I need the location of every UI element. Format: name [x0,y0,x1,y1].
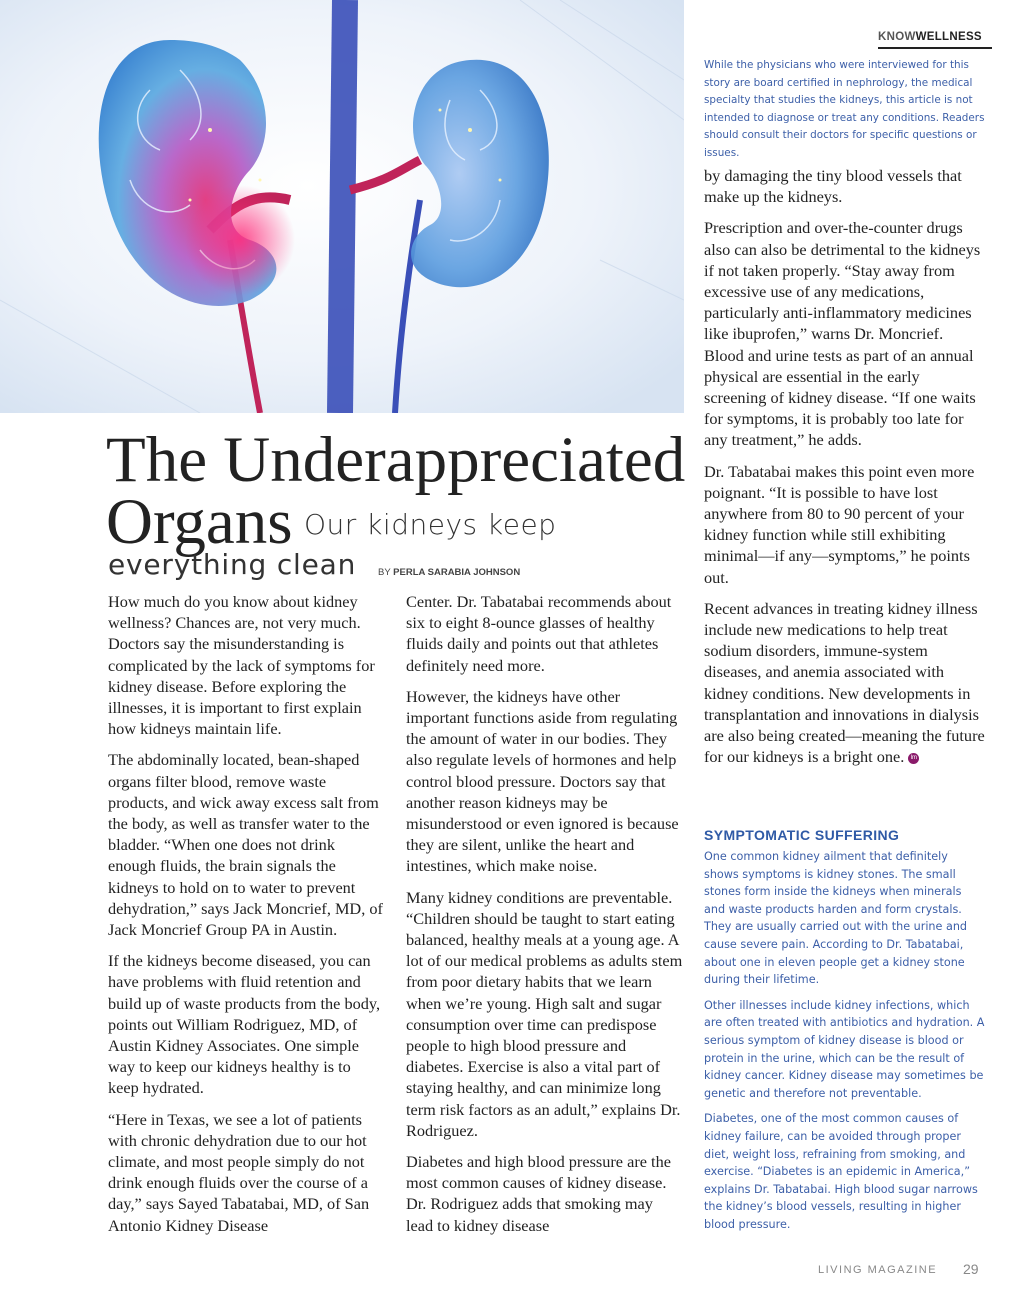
sidebar-paragraph: One common kidney ailment that definitely shows symptoms is kidney stones. The small stones form inside the kidneys when minerals and waste products harden and form crystals. They are usually carried out with the urine and cause severe pain. According to Dr. Tabatabai, about one in eleven people get a kidney stone during their lifetime. [704,850,968,987]
paragraph: However, the kidneys have other important functions aside from regulating the amount of water in our bodies. They also regulate levels of hormones and help control blood pressure. Doctors say that another reason kidneys may be misunderstood or even ignored is because they are silent, unlike the heart and intestines, which make noise. [406,686,679,876]
article-column-3 [704,165,986,777]
sidebar-paragraph: Other illnesses include kidney infections, which are often treated with antibiotics and hydration. A serious symptom of kidney disease is blood or protein in the urine, which can be the result of kidney cancer. Kidney disease may sometimes be genetic and therefore not preventable. [704,998,985,1100]
paragraph: How much do you know about kidney wellness? Chances are, not very much. Doctors say the misunderstanding is complicated by the lack of symptoms for kidney disease. Before exploring the illnesses, it is important to first explain how kidneys maintain life. [108,592,375,739]
article-column-2 [406,591,684,1246]
section-kicker [878,31,992,49]
paragraph-text: Recent advances in treating kidney illness include new medications to help treat sodium disorders, immune-system diseases, and anemia associated with kidney conditions. New developments in transplantation and innovations in dialysis are also being created—meaning the future for our kidneys is a bright one. [704,598,985,767]
sidebar-paragraph: Diabetes, one of the most common causes of kidney failure, can be avoided through proper diet, weight loss, refraining from smoking, and exercise. “Diabetes is an epidemic in America,” explains Dr. Tabatabai. High blood sugar narrows the kidney’s blood vessels, resulting in higher blood pressure. [704,1112,978,1231]
sidebar-box [704,848,986,1241]
paragraph: Prescription and over-the-counter drugs also can also be detrimental to the kidneys if not taken properly. “Stay away from excessive use of any medications, particularly anti-inflammatory medicines like ibuprofen,” warns Dr. Moncrief. Blood and urine tests as part of an annual physical are essential in the early screening of kidney disease. “If one waits for symptoms, it is probably too late for any treatment,” he adds. [704,218,981,450]
end-mark-icon: lm [908,753,919,764]
sidebar-heading: SYMPTOMATIC SUFFERING [704,827,900,843]
article-title-line2: Organs [106,486,293,558]
paragraph: Dr. Tabatabai makes this point even more poignant. “It is possible to have lost anywhere from 80 to 90 percent of your kidney function while still exhibiting minimal—if any—symptoms,” he points out. [704,461,975,587]
kicker-know: KNOW [878,31,916,43]
publication-name: LIVING MAGAZINE [818,1264,938,1276]
article-deck-line2: everything clean [108,548,357,581]
paragraph: Diabetes and high blood pressure are the most common causes of kidney disease. Dr. Rodriguez adds that smoking may lead to kidney disease [406,1152,671,1235]
paragraph: Center. Dr. Tabatabai recommends about six to eight 8-ounce glasses of healthy fluids daily and points out that athletes definitely need more. [406,592,672,675]
page-number: 29 [963,1261,979,1277]
article-column-1 [108,591,384,1246]
paragraph: The abdominally located, bean-shaped organs filter blood, remove waste products, and wick away excess salt from the body, as well as transfer water to the bladder. “When one does not drink enough fluids, the brain signals the kidneys to hold on to water to prevent dehydration,” says Jack Moncrief, MD, of Jack Moncrief Group PA in Austin. [108,750,383,940]
article-title-line1: The Underappreciated [106,424,686,496]
byline [378,567,520,578]
paragraph: “Here in Texas, we see a lot of patients with chronic dehydration due to our hot climate, and most people simply do not drink enough fluids over the course of a day,” says Sayed Tabatabai, MD, of San Antonio Kidney Disease [108,1109,370,1235]
article-deck-line1: Our kidneys keep [304,508,557,541]
kidney-illustration [0,0,684,413]
paragraph-last [704,598,986,768]
paragraph: If the kidneys become diseased, you can have problems with fluid retention and build up of waste products from the body, points out William Rodriguez, MD, of Austin Kidney Associates. One simple way to keep our kidneys healthy is to keep hydrated. [108,951,381,1098]
byline-prefix: BY [378,567,391,578]
kicker-wellness: WELLNESS [915,31,982,43]
paragraph: Many kidney conditions are preventable. “Children should be taught to start eating balanced, healthy meals at a young age. A lot of our medical problems as adults stem from poor dietary habits that we learn when we’re young. High salt and sugar consumption over time can predispose people to high blood pressure and diabetes. Exercise is also a vital part of staying healthy, and can minimize long term risk factors as an adult,” explains Dr. Rodriguez. [406,887,683,1140]
disclaimer-note: While the physicians who were interviewed for this story are board certified in nephrology, the medical specialty that studies the kidneys, this article is not intended to diagnose or treat any conditions. Readers should consult their doctors for specific questions or issues. [704,59,985,159]
paragraph: by damaging the tiny blood vessels that make up the kidneys. [704,166,962,207]
byline-author: PERLA SARABIA JOHNSON [393,567,521,578]
